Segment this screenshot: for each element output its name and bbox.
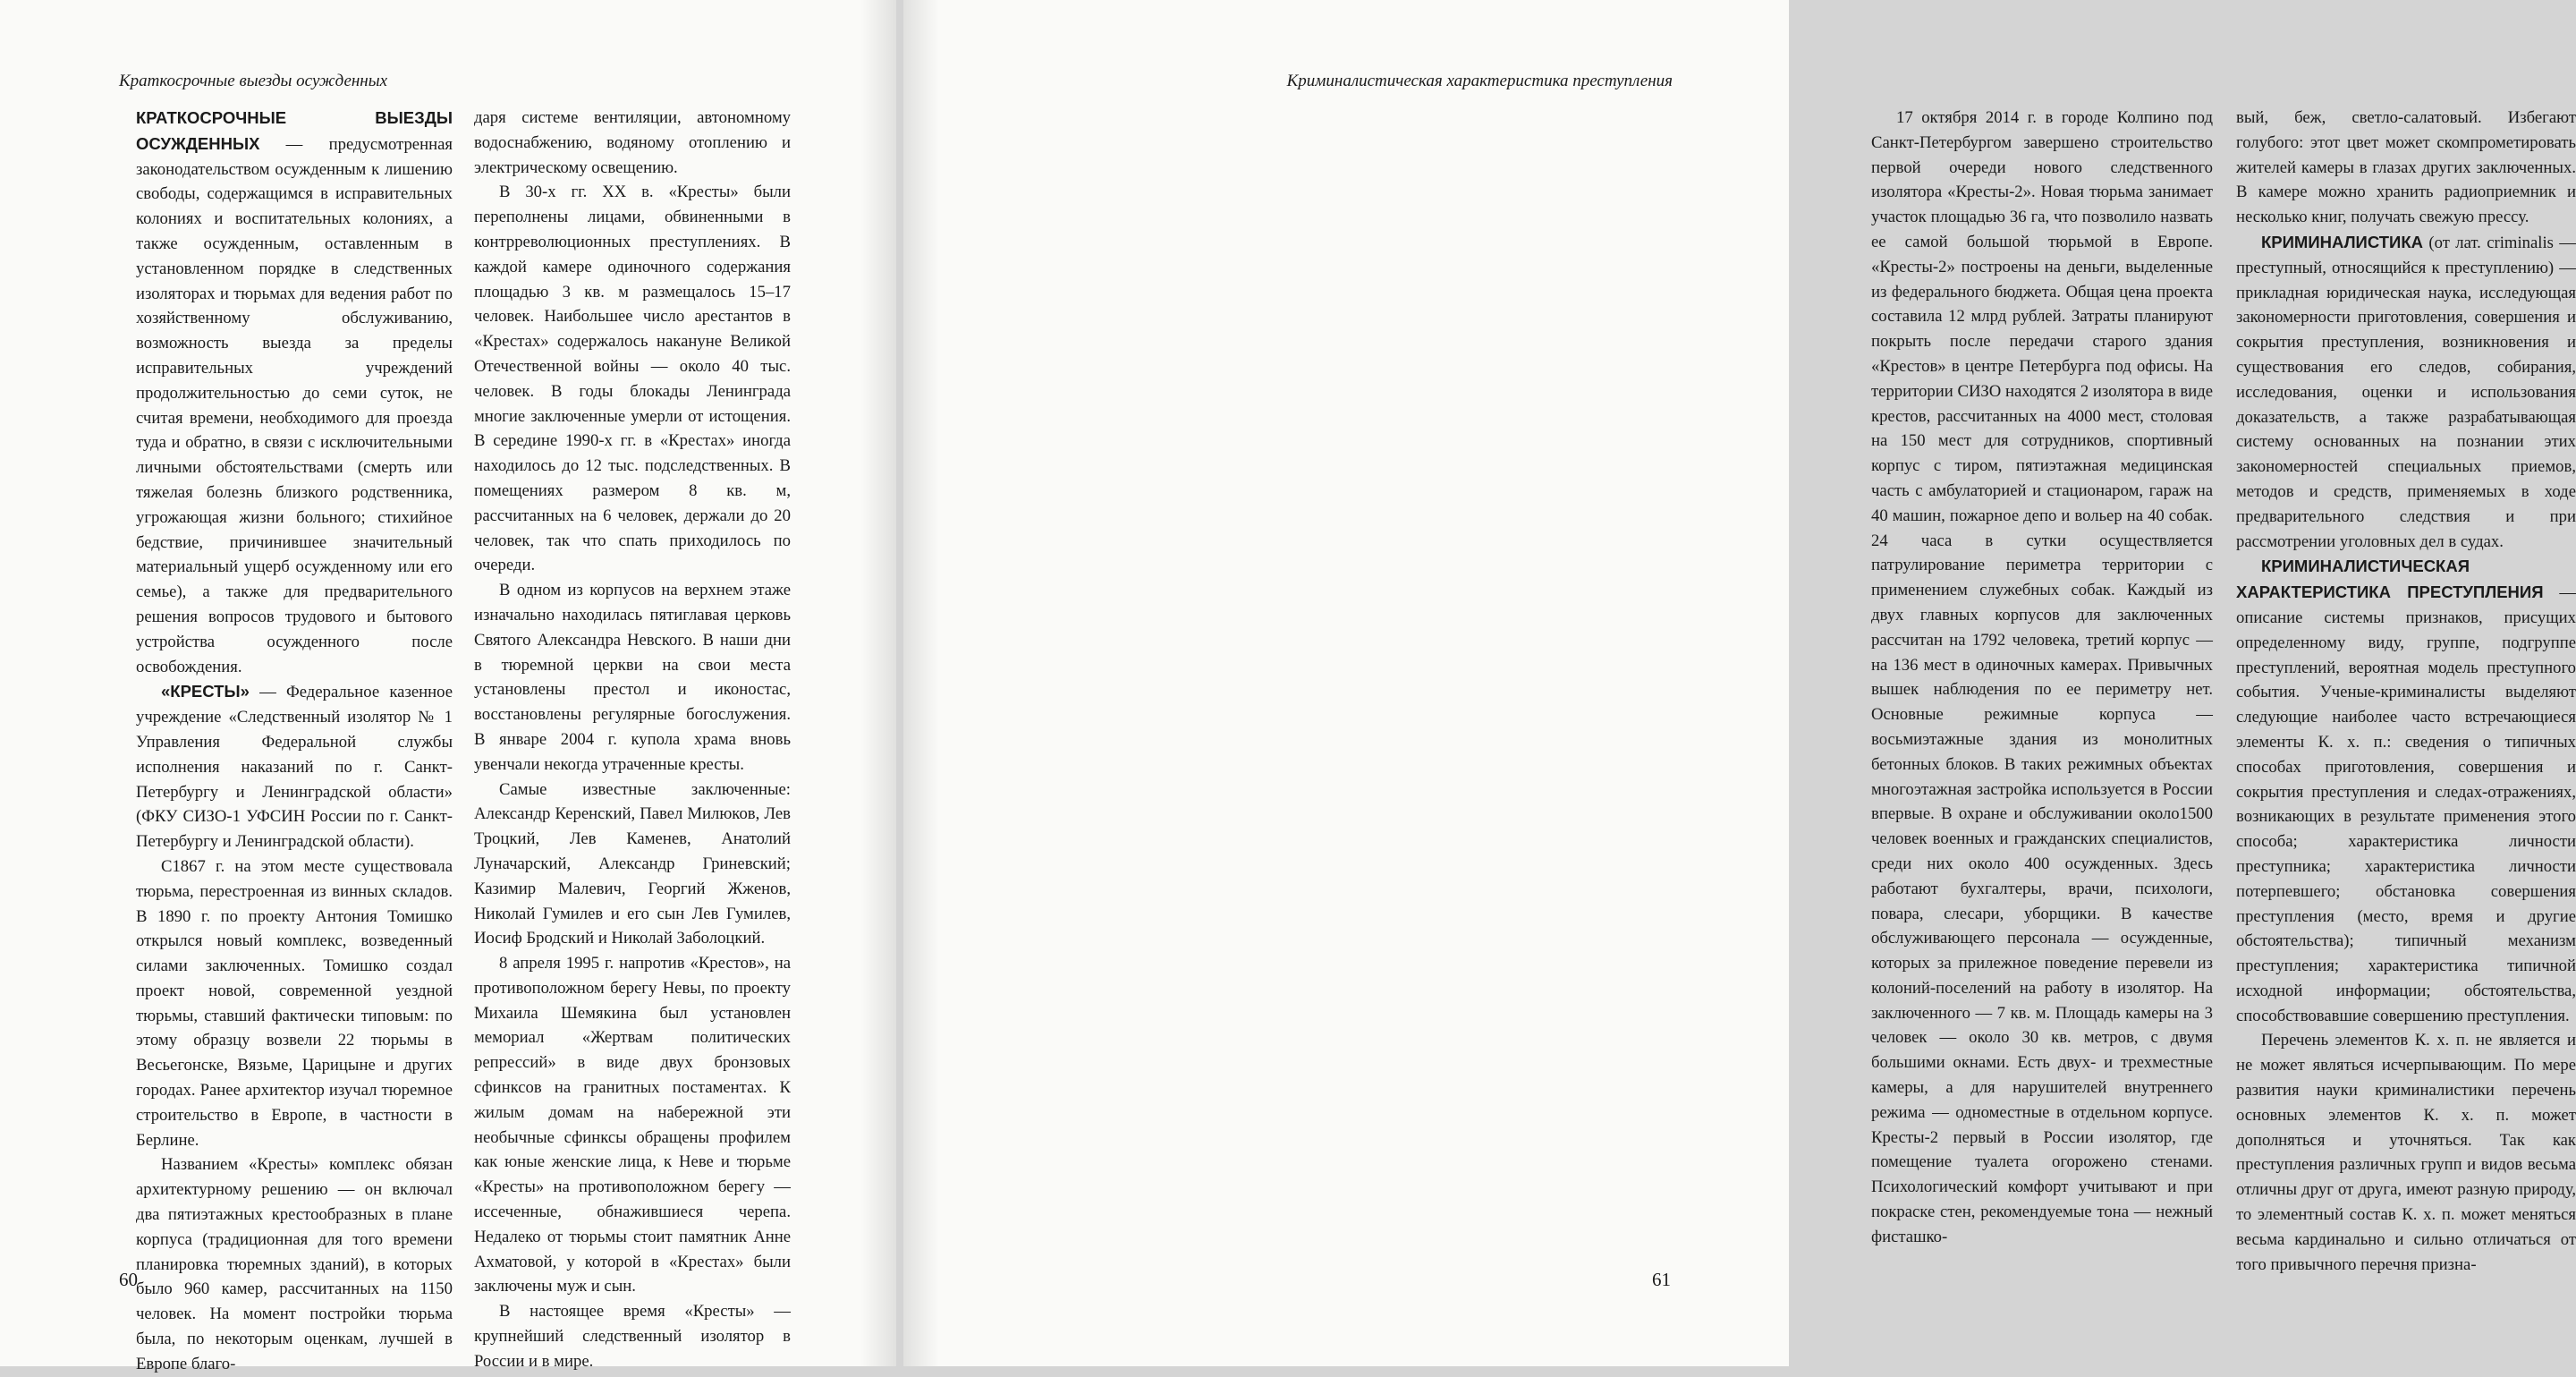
text-column <box>1871 106 2213 1251</box>
paragraph: вый, беж, светло-салатовый. Избегают голубого: этот цвет может скомпрометировать жителей камеры в глазах других заключенных. В камере можно хранить радиоприемник и несколько книг, получать свежую прессу. <box>2236 108 2576 227</box>
text-column <box>474 106 791 1371</box>
paragraph: Перечень элементов К. х. п. не является и не может являться исчерпывающим. По мере развития науки криминалистики перечень основных элементов К. х. п. может дополняться и уточняться. Так как преступления различных групп и видов весьма отличны друг от друга, имеют разную природу, то элементный состав К. х. п. может меняться весьма кардинально и сильно отличаться от того привычного перечня призна- <box>2236 1031 2576 1274</box>
entry-heading: КРАТКОСРОЧНЫЕ ВЫЕЗДЫ ОСУЖДЕННЫХ <box>136 108 453 153</box>
gutter-shadow <box>903 0 939 1366</box>
paragraph: 8 апреля 1995 г. напротив «Крестов», на противоположном берегу Невы, по проекту Михаила Шемякина был установлен мемориал «Жертвам политических репрессий» в виде двух бронзовых сфинксов на гранитных постаментах. К жилым домам на набережной эти необычные сфинксы обращены профилем как юные женские лица, к Неве и тюрьме «Кресты» на противоположном берегу — иссеченные, обнажившиеся черепа. Недалеко от тюрьмы стоит памятник Анне Ахматовой, у которой в «Крестах» были заключены муж и сын. <box>474 954 791 1296</box>
paragraph: Самые известные заключенные: Александр Керенский, Павел Милюков, Лев Троцкий, Лев Каменев, Анатолий Луначарский, Александр Гриневский; Казимир Малевич, Георгий Жженов, Николай Гумилев и его сын Лев Гумилев, Иосиф Бродский и Николай Заболоцкий. <box>474 779 791 948</box>
text-column <box>2236 106 2576 1274</box>
paragraph: С1867 г. на этом месте существовала тюрьма, перестроенная из винных складов. В 1890 г. по проекту Антония Томишко открылся новый комплекс, возведенный силами заключенных. Томишко создал проект новой, современной уездной тюрьмы, ставший фактически типовым: по этому образцу возвели 22 тюрьмы в Весьегонске, Вязьме, Царицыне и других городах. Ранее архитектор изучал тюремное строительство в Европе, в частности в Берлине. <box>136 856 453 1150</box>
text-column <box>136 106 453 1373</box>
entry-body: (от лат. criminalis — преступный, относящийся к преступлению) — прикладная юридическая наука, исследующая закономерности приготовления, совершения и сокрытия преступления, возникновения и существования его следов, собирания, исследования, оценки и использования доказательств, а также разрабатывающая систему основанных на познании этих закономерностей специальных приемов, методов и средств, применяемых в ходе предварительного следствия и при рассмотрении уголовных дел в судах. <box>2236 233 2576 551</box>
entry-heading: КРИМИНАЛИСТИКА <box>2261 232 2424 251</box>
page-number: 61 <box>1652 1269 1671 1290</box>
paragraph: В настоящее время «Кресты» — крупнейший следственный изолятор в России и в мире. <box>474 1302 791 1371</box>
paragraph: Названием «Кресты» комплекс обязан архитектурному решению — он включал два пятиэтажных крестообразных в плане корпуса (традиционная для того времени планировка тюремных зданий), в которых было 960 камер, рассчитанных на 1150 человек. На момент постройки тюрьма была, по некоторым оценкам, лучшей в Европе благо- <box>136 1155 453 1373</box>
entry-body: — описание системы признаков, присущих определенному виду, группе, подгруппе преступлений, вероятная модель преступного события. Ученые-криминалисты выделяют следующие наиболее часто встречающиеся элементы К. х. п.: сведения о типичных способах приготовления, совершения и сокрытия преступления и следах-отражениях, возникающих в результате применения этого способа; характеристика личности преступника; характеристика личности потерпевшего; обстановка совершения преступления (место, время и другие обстоятельства); типичный механизм преступления; характеристика типичной исходной информации; обстоятельства, способствовавшие совершению преступления. <box>2236 583 2576 1025</box>
paragraph <box>2236 230 2576 554</box>
paragraph <box>2236 554 2576 1028</box>
paragraph: даря системе вентиляции, автономному водоснабжению, водяному отоплению и электрическому освещению. <box>474 108 791 177</box>
entry-heading: КРИМИНАЛИСТИЧЕСКАЯ ХАРАКТЕРИСТИКА ПРЕСТУПЛЕНИЯ <box>2236 557 2544 602</box>
entry-body: — Федеральное казенное учреждение «Следственный изолятор № 1 Управления Федеральной службы исполнения наказаний по г. Санкт-Петербургу и Ленинградской области» (ФКУ СИЗО-1 УФСИН России по г. Санкт-Петербургу и Ленинградской области). <box>136 683 453 852</box>
paragraph: В 30-х гг. XX в. «Кресты» были переполнены лицами, обвиненными в контрреволюционных преступлениях. В каждой камере одиночного содержания площадью 3 кв. м размещалось 15–17 человек. Наибольшее число арестантов в «Крестах» содержалось накануне Великой Отечественной войны — около 40 тыс. человек. В годы блокады Ленинграда многие заключенные умерли от истощения. В середине 1990-х гг. в «Крестах» иногда находилось до 12 тыс. подследственных. В помещениях размером 8 кв. м, рассчитанных на 6 человек, держали до 20 человек, так что спать приходилось по очереди. <box>474 183 791 575</box>
running-head: Краткосрочные выезды осужденных <box>119 72 388 90</box>
paragraph: В одном из корпусов на верхнем этаже изначально находилась пятиглавая церковь Святого Александра Невского. В наши дни в тюремной церкви на свои места установлены престол и иконостас, восстановлены регулярные богослужения. В январе 2004 г. купола храма вновь увенчали некогда утраченные кресты. <box>474 581 791 774</box>
paragraph: 17 октября 2014 г. в городе Колпино под Санкт-Петербургом завершено строительство первой очереди нового следственного изолятора «Кресты-2». Новая тюрьма занимает участок площадью 36 га, что позволило назвать ее самой большой тюрьмой в Европе. «Кресты-2» построены на деньги, выделенные из федерального бюджета. Общая цена проекта составила 12 млрд рублей. Затраты планируют покрыть после передачи старого здания «Крестов» в центре Петербурга под офисы. На территории СИЗО находятся 2 изолятора в виде крестов, рассчитанных на 4000 мест, столовая на 150 мест для сотрудников, спортивный корпус с тиром, пятиэтажная медицинская часть с амбулаторией и стационаром, гараж на 40 машин, пожарное депо и вольер на 40 собак. 24 часа в сутки осуществляется патрулирование периметра территории с применением служебных собак. Каждый из двух главных корпусов для заключенных рассчитан на 1792 человека, третий корпус — на 136 мест в одиночных камерах. Привычных вышек наблюдения по ее периметру нет. Основные режимные корпуса — восьмиэтажные здания из монолитных бетонных блоков. В таких режимных объектах многоэтажная застройка используется в России впервые. В охране и обслуживании около1500 человек военных и гражданских специалистов, среди них около 400 осужденных. Здесь работают бухгалтеры, врачи, психологи, повара, слесари, уборщики. В качестве обслуживающего персонала — осужденные, которых за прилежное поведение перевели из колоний-поселений на работу в изолятор. На заключенного — 7 кв. м. Площадь камеры на 3 человек — около 30 кв. метров, с двумя большими окнами. Есть двух- и трехместные камеры, а для нарушителей внутреннего режима — одноместные в отдельном корпусе. Кресты-2 первый в России изолятор, где помещение туалета огорожено стенами. Психологический комфорт учитывают и при покраске стен, рекомендуемые тона — нежный фисташко- <box>1871 108 2213 1246</box>
entry-heading: «КРЕСТЫ» <box>161 682 250 701</box>
left-page <box>0 0 896 1373</box>
gutter-shadow <box>860 0 896 1366</box>
right-page <box>903 0 2576 1366</box>
entry-body: — предусмотренная законодательством осужденным к лишению свободы, содержащимся в исправительных колониях и воспитательных колониях, а также осужденным, оставленным в установленном порядке в следственных изоляторах и тюрьмах для ведения работ по хозяйственному обслуживанию, возможность выезда за пределы исправительных учреждений продолжительностью до семи суток, не считая времени, необходимого для проезда туда и обратно, в связи с исключительными личными обстоятельствами (смерть или тяжелая болезнь близкого родственника, угрожающая жизни больного; стихийное бедствие, причинившее значительный материальный ущерб осужденному или его семье), а также для предварительного решения вопросов трудового и бытового устройства осужденного после освобождения. <box>136 134 453 676</box>
page-number: 60 <box>119 1269 138 1290</box>
paragraph <box>136 679 453 854</box>
paragraph <box>136 106 453 679</box>
running-head: Криминалистическая характеристика преступления <box>1286 72 1673 90</box>
